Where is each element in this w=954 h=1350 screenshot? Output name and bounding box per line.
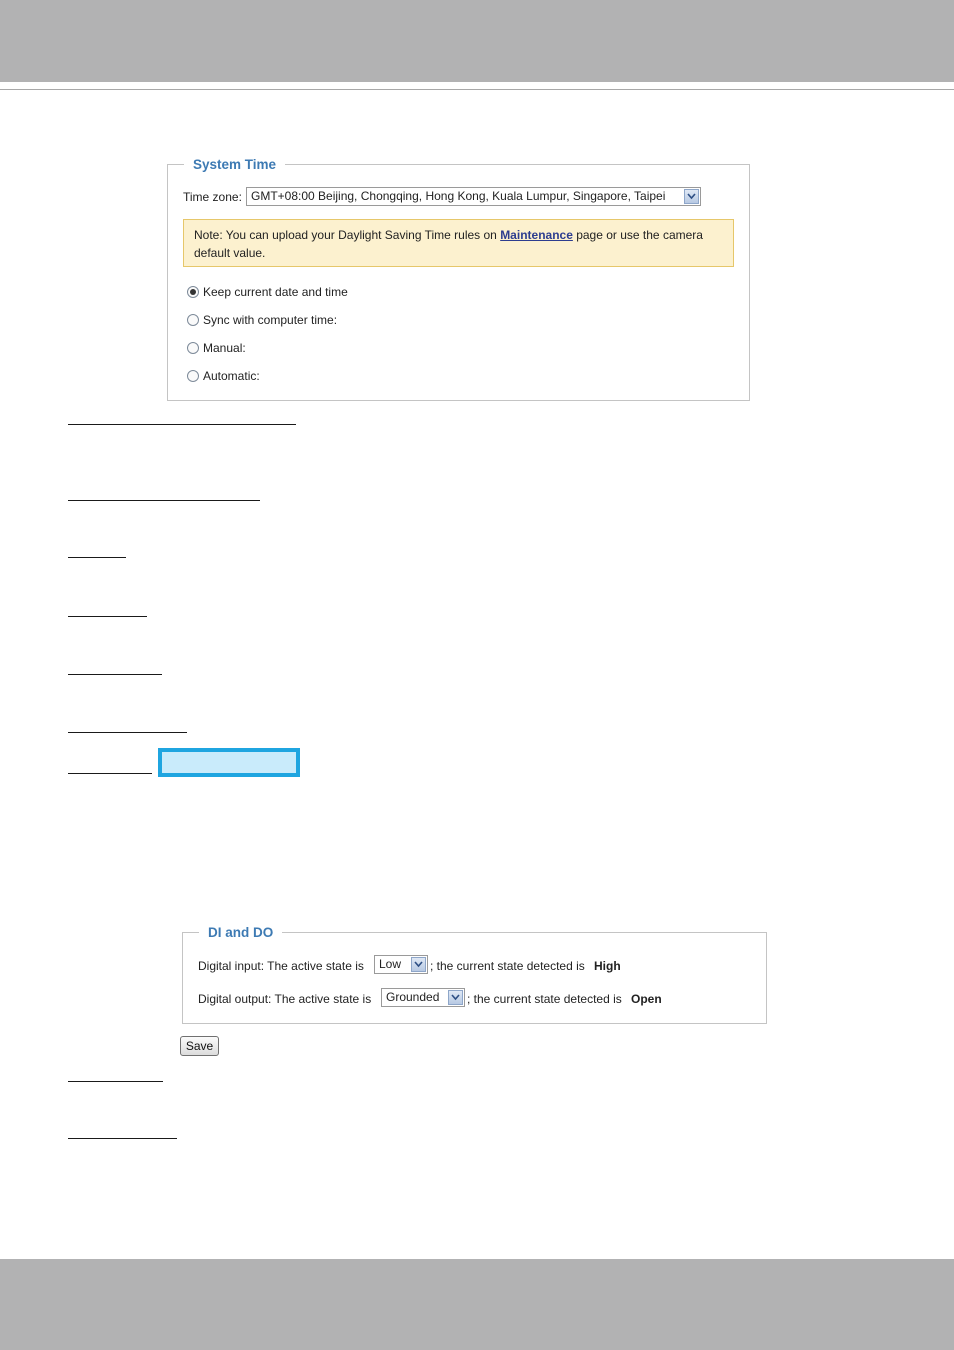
digital-output-mid: ; the current state detected is xyxy=(467,992,622,1006)
timezone-label: Time zone: xyxy=(183,190,242,204)
chevron-down-icon[interactable] xyxy=(411,957,426,972)
underline-7 xyxy=(68,773,152,774)
radio-automatic-label: Automatic: xyxy=(203,369,260,383)
system-time-legend: System Time xyxy=(193,157,277,172)
chevron-down-icon[interactable] xyxy=(448,990,463,1005)
di-do-panel xyxy=(182,925,767,1024)
digital-input-mid: ; the current state detected is xyxy=(430,959,585,973)
digital-output-select-value: Grounded xyxy=(386,990,440,1004)
underline-2 xyxy=(68,500,260,501)
note-line2: default value. xyxy=(194,246,266,260)
underline-1 xyxy=(68,424,296,425)
underline-4 xyxy=(68,616,147,617)
header-rule xyxy=(0,89,954,90)
note-suffix: page or use the camera xyxy=(572,228,703,242)
highlight-box xyxy=(158,748,300,777)
chevron-down-icon[interactable] xyxy=(684,189,699,204)
underline-8 xyxy=(68,1081,163,1082)
note-prefix: Note: You can upload your Daylight Saving Time rules on xyxy=(194,228,501,242)
di-do-legend: DI and DO xyxy=(208,925,274,940)
maintenance-link[interactable]: Maintenance xyxy=(500,228,573,242)
timezone-select-value: GMT+08:00 Beijing, Chongqing, Hong Kong, Kuala Lumpur, Singapore, Taipei xyxy=(251,189,666,203)
underline-5 xyxy=(68,674,162,675)
radio-manual[interactable] xyxy=(187,342,199,354)
radio-automatic[interactable] xyxy=(187,370,199,382)
underline-6 xyxy=(68,732,187,733)
radio-keep-current[interactable] xyxy=(187,286,199,298)
digital-input-select[interactable] xyxy=(374,955,428,974)
digital-input-state: High xyxy=(594,959,621,973)
underline-3 xyxy=(68,557,126,558)
radio-manual-label: Manual: xyxy=(203,341,246,355)
underline-9 xyxy=(68,1138,177,1139)
radio-sync-computer-label: Sync with computer time: xyxy=(203,313,338,327)
footer-band xyxy=(0,1259,954,1350)
header-band xyxy=(0,0,954,82)
digital-input-select-value: Low xyxy=(379,957,402,971)
timezone-select[interactable] xyxy=(246,187,701,206)
save-button[interactable]: Save xyxy=(180,1036,219,1056)
radio-sync-computer[interactable] xyxy=(187,314,199,326)
digital-input-prefix: Digital input: The active state is xyxy=(198,959,364,973)
digital-output-select[interactable] xyxy=(381,988,465,1007)
radio-keep-current-label: Keep current date and time xyxy=(203,285,348,299)
digital-output-state: Open xyxy=(631,992,662,1006)
dst-note xyxy=(183,219,734,267)
digital-output-prefix: Digital output: The active state is xyxy=(198,992,372,1006)
